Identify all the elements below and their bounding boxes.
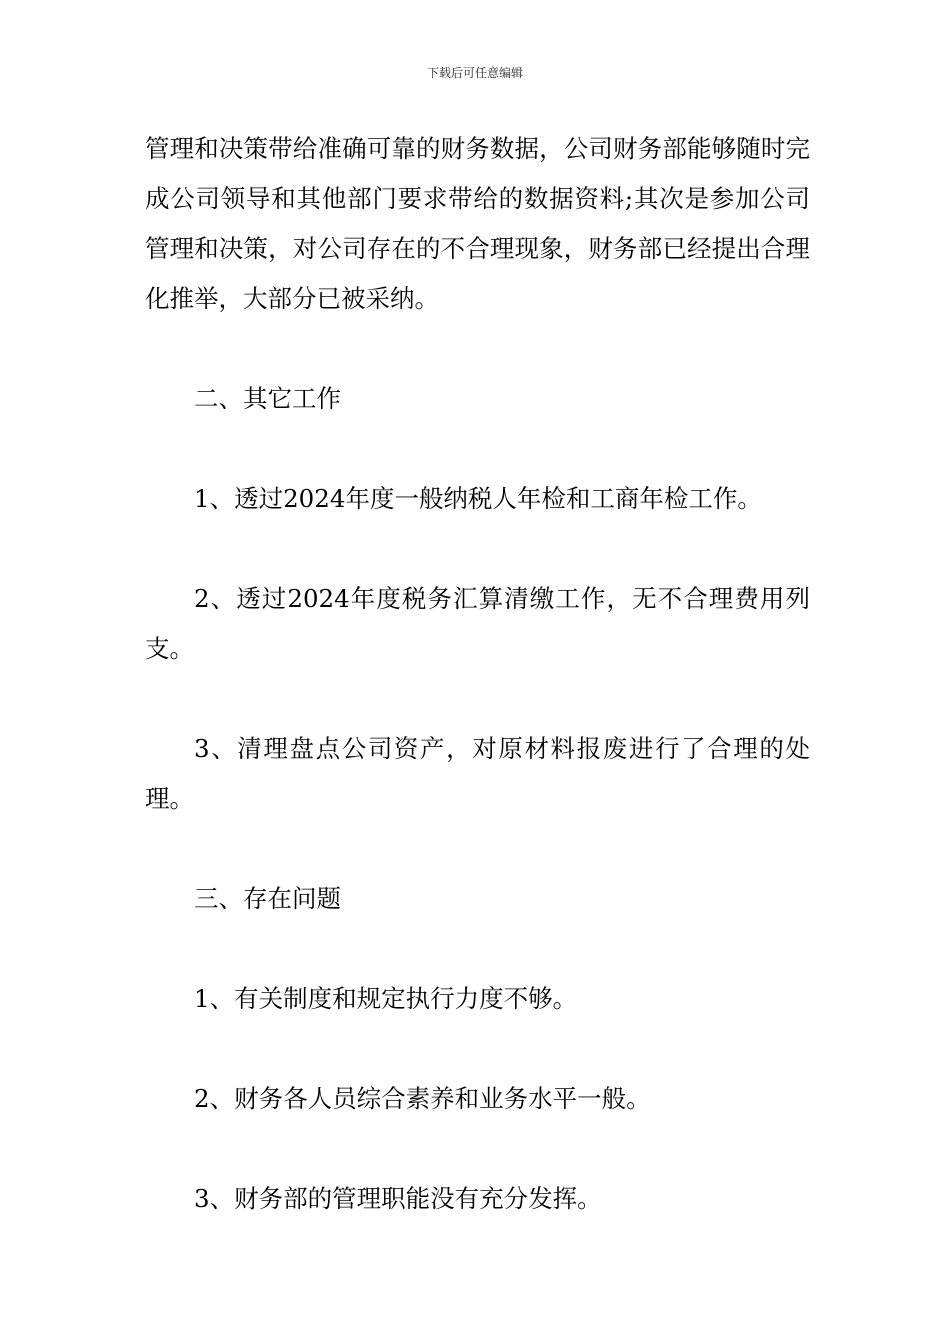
paragraph-spacer: [145, 1124, 810, 1174]
section-heading-problems: 三、存在问题: [194, 884, 341, 913]
paragraph-spacer: [145, 1024, 810, 1074]
paragraph-spacer: [145, 324, 810, 374]
paragraph-spacer: [145, 824, 810, 874]
list-item-staff-quality: 2、财务各人员综合素养和业务水平一般。: [194, 1084, 651, 1113]
paragraph-spacer: [145, 924, 810, 974]
list-item-enforcement: 1、有关制度和规定执行力度不够。: [194, 984, 578, 1013]
page-header: 下载后可任意编辑: [426, 66, 523, 80]
paragraph-financial-data: 管理和决策带给准确可靠的财务数据，公司财务部能够随时完成公司领导和其他部门要求带给的数据资料;其次是参加公司管理和决策，对公司存在的不合理现象，财务部已经提出合理化推举，大部分已被采纳。: [145, 134, 810, 313]
paragraph-spacer: [145, 524, 810, 574]
section-heading-other-work: 二、其它工作: [194, 384, 341, 413]
paragraph-spacer: [145, 674, 810, 724]
list-item-annual-inspection: 1、透过2024年度一般纳税人年检和工商年检工作。: [194, 484, 762, 513]
paragraph-spacer: [145, 424, 810, 474]
list-item-asset-inventory: 3、清理盘点公司资产，对原材料报废进行了合理的处理。: [145, 734, 810, 813]
list-item-tax-settlement: 2、透过2024年度税务汇算清缴工作，无不合理费用列支。: [145, 584, 810, 663]
document-body: [145, 124, 810, 1224]
list-item-management-function: 3、财务部的管理职能没有充分发挥。: [194, 1184, 602, 1213]
